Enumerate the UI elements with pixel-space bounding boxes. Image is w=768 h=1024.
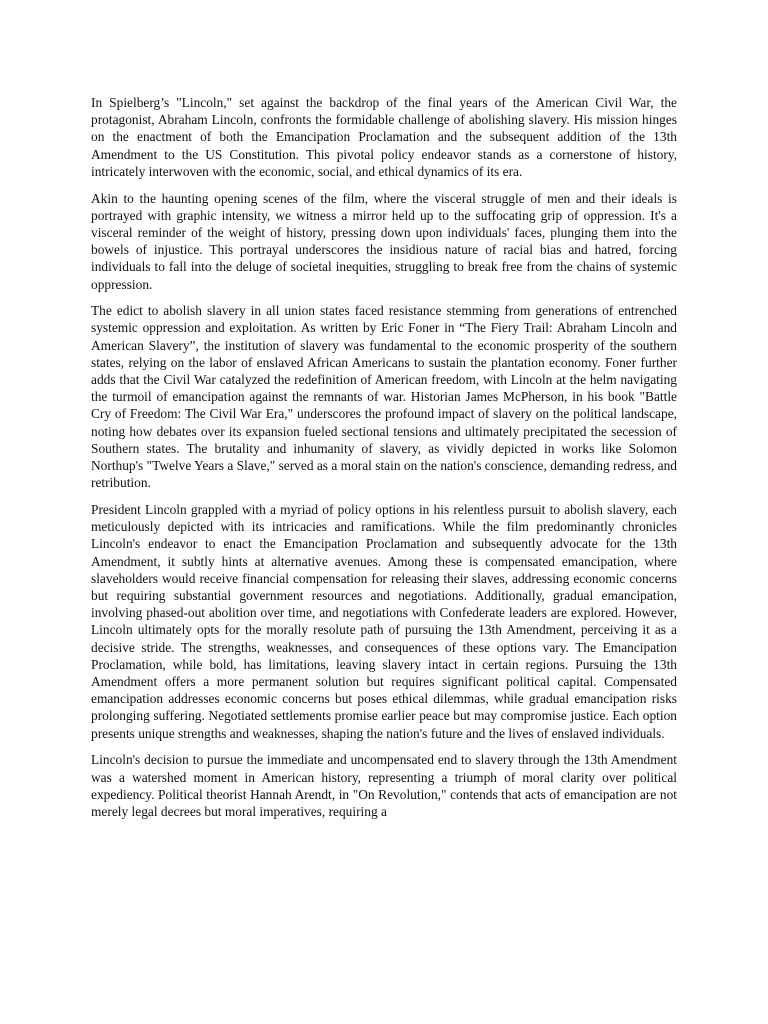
essay-body <box>91 94 677 830</box>
paragraph-edict-resistance: The edict to abolish slavery in all union states faced resistance stemming from generations of entrenched systemic oppression and exploitation. As written by Eric Foner in “The Fiery Trail: Abraham Lincoln and American Slavery”, the institution of slavery was fundamental to the economic prosperity of the southern states, relying on the labor of enslaved African Americans to sustain the plantation economy. Foner further adds that the Civil War catalyzed the redefinition of American freedom, with Lincoln at the helm navigating the turmoil of emancipation against the remnants of war. Historian James McPherson, in his book "Battle Cry of Freedom: The Civil War Era," underscores the profound impact of slavery on the political landscape, noting how debates over its expansion fueled sectional tensions and ultimately precipitated the secession of Southern states. The brutality and inhumanity of slavery, as vividly depicted in works like Solomon Northup's "Twelve Years a Slave," served as a moral stain on the nation's conscience, demanding redress, and retribution. <box>91 303 677 491</box>
paragraph-lincoln-decision: Lincoln's decision to pursue the immediate and uncompensated end to slavery through the 13th Amendment was a watershed moment in American history, representing a triumph of moral clarity over political expediency. Political theorist Hannah Arendt, in "On Revolution," contends that acts of emancipation are not merely legal decrees but moral imperatives, requiring a <box>91 752 677 819</box>
paragraph-policy-options: President Lincoln grappled with a myriad of policy options in his relentless pursuit to abolish slavery, each meticulously depicted with its intricacies and ramifications. While the film predominantly chronicles Lincoln's endeavor to enact the Emancipation Proclamation and subsequently advocate for the 13th Amendment, it subtly hints at alternative avenues. Among these is compensated emancipation, where slaveholders would receive financial compensation for releasing their slaves, addressing economic concerns but requiring substantial government resources and negotiations. Additionally, gradual emancipation, involving phased-out abolition over time, and negotiations with Confederate leaders are explored. However, Lincoln ultimately opts for the morally resolute path of pursuing the 13th Amendment, perceiving it as a decisive stride. The strengths, weaknesses, and consequences of these options vary. The Emancipation Proclamation, while bold, has limitations, leaving slavery intact in certain regions. Pursuing the 13th Amendment offers a more permanent solution but requires significant political capital. Compensated emancipation addresses economic concerns but poses ethical dilemmas, while gradual emancipation risks prolonging suffering. Negotiated settlements promise earlier peace but may compromise justice. Each option presents unique strengths and weaknesses, shaping the nation's future and the lives of enslaved individuals. <box>91 501 677 741</box>
paragraph-intro: In Spielberg’s "Lincoln," set against the backdrop of the final years of the American Civil War, the protagonist, Abraham Lincoln, confronts the formidable challenge of abolishing slavery. His mission hinges on the enactment of both the Emancipation Proclamation and the subsequent addition of the 13th Amendment to the US Constitution. This pivotal policy endeavor stands as a cornerstone of history, intricately interwoven with the economic, social, and ethical dynamics of its era. <box>91 95 677 179</box>
paragraph-opening-scenes: Akin to the haunting opening scenes of the film, where the visceral struggle of men and their ideals is portrayed with graphic intensity, we witness a mirror held up to the suffocating grip of oppression. It's a visceral reminder of the weight of history, pressing down upon individuals' faces, plunging them into the bowels of injustice. This portrayal underscores the insidious nature of racial bias and hatred, forcing individuals to fall into the deluge of societal inequities, struggling to break free from the chains of systemic oppression. <box>91 190 677 292</box>
